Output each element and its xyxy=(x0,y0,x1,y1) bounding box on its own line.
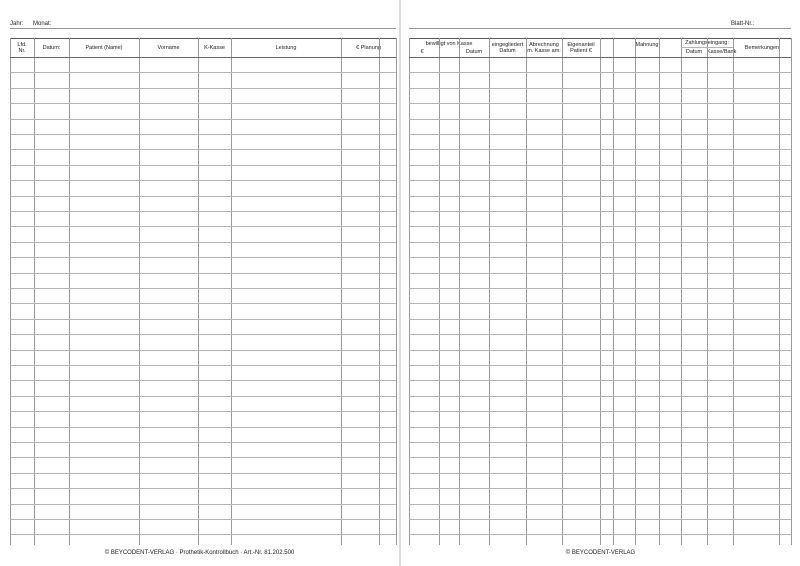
row-rule xyxy=(409,226,791,227)
row-rule xyxy=(409,519,791,520)
column-divider xyxy=(231,38,232,545)
row-rule xyxy=(409,303,791,304)
row-rule xyxy=(10,350,396,351)
column-divider xyxy=(613,38,614,545)
column-divider xyxy=(489,38,490,545)
column-divider xyxy=(341,38,342,545)
row-rule xyxy=(409,334,791,335)
column-divider xyxy=(707,38,708,545)
row-rule xyxy=(10,226,396,227)
left-page xyxy=(0,0,399,566)
row-rule xyxy=(10,411,396,412)
row-rule xyxy=(409,350,791,351)
row-rule xyxy=(409,504,791,505)
row-rule xyxy=(10,365,396,366)
col-header-approved-date: Datum xyxy=(465,49,483,55)
row-rule xyxy=(10,504,396,505)
row-rule xyxy=(409,72,791,73)
row-rule xyxy=(409,257,791,258)
row-rule xyxy=(409,380,791,381)
right-table-grid xyxy=(409,38,791,545)
right-page xyxy=(401,0,800,566)
column-divider xyxy=(379,38,380,545)
header-bottom-rule xyxy=(10,57,396,58)
row-rule xyxy=(10,396,396,397)
row-rule xyxy=(10,519,396,520)
row-rule xyxy=(409,457,791,458)
column-divider xyxy=(791,38,792,545)
col-header-reminder: Mahnung xyxy=(635,42,659,48)
col-header-patient-name: Patient (Name) xyxy=(85,45,123,51)
row-rule xyxy=(409,242,791,243)
right-footer: © BEYCODENT-VERLAG xyxy=(565,550,636,556)
col-header-planung: € Planung xyxy=(356,45,381,51)
row-rule xyxy=(409,180,791,181)
row-rule xyxy=(409,319,791,320)
col-header-datum: Datum: xyxy=(42,45,61,51)
col-header-remarks: Bemerkungen xyxy=(744,45,780,51)
row-rule xyxy=(409,134,791,135)
row-rule xyxy=(409,396,791,397)
row-rule xyxy=(409,149,791,150)
row-rule xyxy=(10,534,396,535)
col-header-approved-euro: € xyxy=(420,49,424,55)
column-divider xyxy=(733,38,734,545)
column-divider xyxy=(779,38,780,545)
column-divider xyxy=(34,38,35,545)
col-header-k-kasse: K-Kasse xyxy=(204,45,225,51)
row-rule xyxy=(409,165,791,166)
col-header-integrated: eingegliedert Datum xyxy=(491,42,524,54)
column-divider xyxy=(526,38,527,545)
left-footer: © BEYCODENT-VERLAG · Prothetik-Kontrollbuch · Art.-Nr. 81.202.500 xyxy=(104,550,295,556)
row-rule xyxy=(409,473,791,474)
row-rule xyxy=(10,196,396,197)
col-header-approved-by-insurer: bewilligt von Kasse xyxy=(425,41,473,47)
row-rule xyxy=(10,334,396,335)
column-divider xyxy=(659,38,660,545)
row-rule xyxy=(10,134,396,135)
col-header-leistung: Leistung xyxy=(275,45,297,51)
header-rule xyxy=(10,28,396,29)
col-header-payment-method: Kasse/Bank xyxy=(707,49,737,55)
row-rule xyxy=(10,319,396,320)
subheader-rule xyxy=(681,47,733,48)
row-rule xyxy=(409,288,791,289)
row-rule xyxy=(10,149,396,150)
row-rule xyxy=(10,242,396,243)
col-header-payment-date: Datum xyxy=(685,49,703,55)
column-divider xyxy=(139,38,140,545)
row-rule xyxy=(409,442,791,443)
col-header-own-share: Eigenanteil Patient € xyxy=(567,42,595,54)
row-rule xyxy=(10,303,396,304)
column-divider xyxy=(635,38,636,545)
column-divider xyxy=(198,38,199,545)
row-rule xyxy=(409,273,791,274)
row-rule xyxy=(409,411,791,412)
row-rule xyxy=(10,72,396,73)
row-rule xyxy=(409,365,791,366)
col-header-vorname: Vorname xyxy=(157,45,180,51)
row-rule xyxy=(10,103,396,104)
column-divider xyxy=(600,38,601,545)
header-bottom-rule xyxy=(409,57,791,58)
column-divider xyxy=(396,38,397,545)
column-divider xyxy=(409,38,410,545)
row-rule xyxy=(409,88,791,89)
row-rule xyxy=(10,473,396,474)
header-rule xyxy=(409,28,791,29)
row-rule xyxy=(409,196,791,197)
column-divider xyxy=(562,38,563,545)
row-rule xyxy=(409,427,791,428)
row-rule xyxy=(10,427,396,428)
row-rule xyxy=(10,288,396,289)
row-rule xyxy=(10,457,396,458)
row-rule xyxy=(10,273,396,274)
year-label: Jahr: xyxy=(10,21,24,27)
row-rule xyxy=(409,119,791,120)
row-rule xyxy=(10,180,396,181)
row-rule xyxy=(10,257,396,258)
row-rule xyxy=(10,119,396,120)
sheet-number-label: Blatt-Nr.: xyxy=(731,21,755,27)
row-rule xyxy=(10,488,396,489)
col-header-lfd-nr: Lfd. Nr. xyxy=(17,42,27,54)
column-divider xyxy=(10,38,11,545)
left-table-grid xyxy=(10,38,396,545)
row-rule xyxy=(409,211,791,212)
column-divider xyxy=(439,38,440,545)
month-label: Monat: xyxy=(33,21,52,27)
row-rule xyxy=(10,88,396,89)
column-divider xyxy=(681,38,682,545)
column-divider xyxy=(459,38,460,545)
col-header-billing: Abrechnung m. Kasse am: xyxy=(527,42,561,54)
column-divider xyxy=(69,38,70,545)
row-rule xyxy=(409,488,791,489)
row-rule xyxy=(409,103,791,104)
col-header-payment-received: Zahlungseingang: xyxy=(685,40,729,46)
row-rule xyxy=(10,380,396,381)
row-rule xyxy=(10,165,396,166)
row-rule xyxy=(409,534,791,535)
row-rule xyxy=(10,442,396,443)
row-rule xyxy=(10,211,396,212)
